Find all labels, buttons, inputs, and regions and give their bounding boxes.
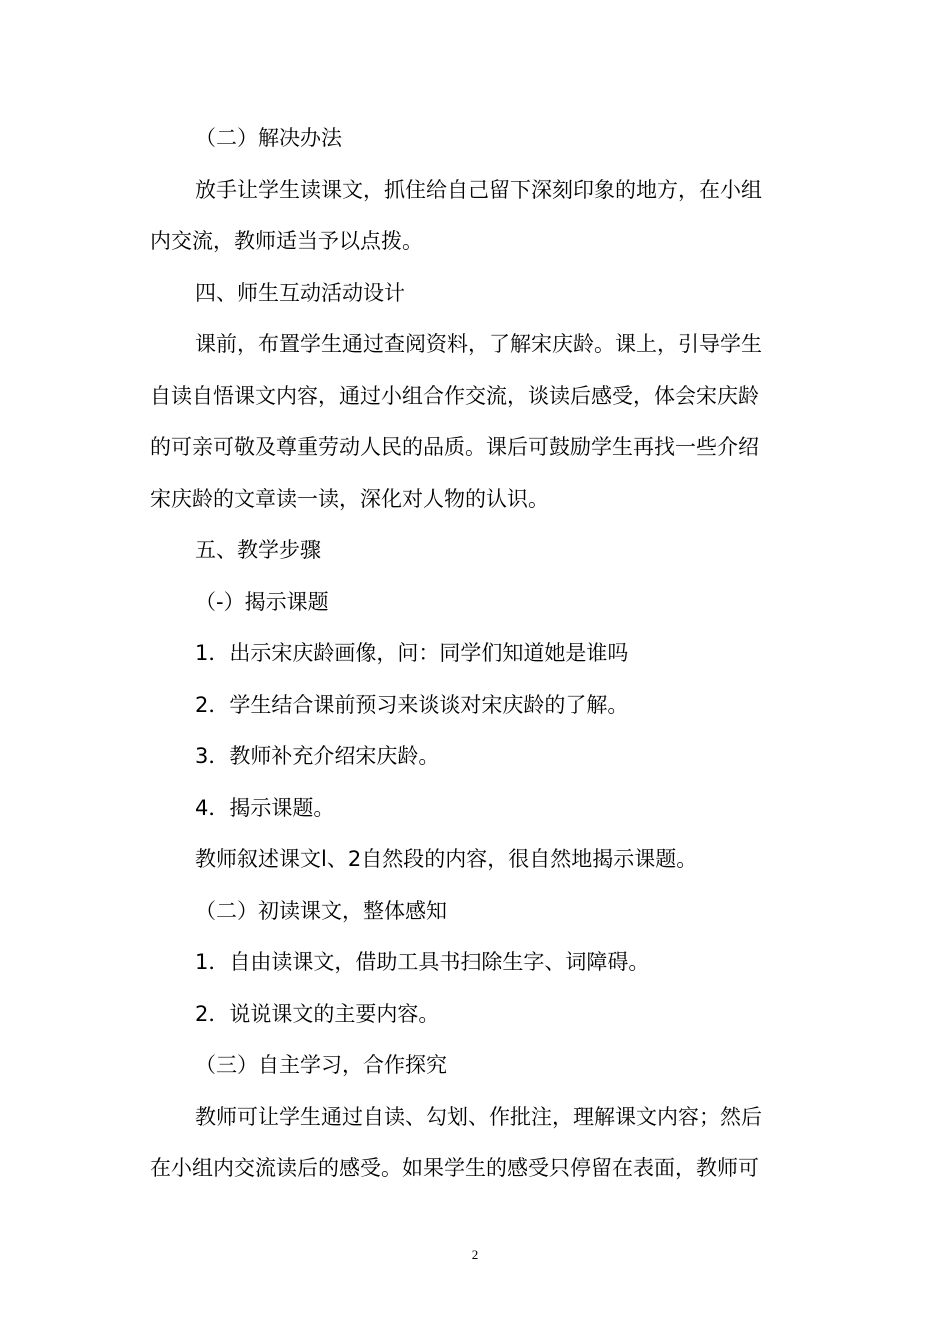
text-line: 课前，布置学生通过查阅资料，了解宋庆龄。课上，引导学生 xyxy=(195,332,762,356)
list-item: 2．学生结合课前预习来谈谈对宋庆龄的了解。 xyxy=(195,692,629,717)
subsection-heading: （三）自主学习，合作探究 xyxy=(195,1053,447,1077)
list-item: 1．自由读课文，借助工具书扫除生字、词障碍。 xyxy=(195,950,650,974)
text-line: 在小组内交流读后的感受。如果学生的感受只停留在表面，教师可 xyxy=(150,1156,759,1180)
text-line: 教师可让学生通过自读、勾划、作批注，理解课文内容；然后 xyxy=(195,1104,762,1129)
subsection-heading: （-）揭示课题 xyxy=(195,589,329,614)
list-item: 4．揭示课题。 xyxy=(195,795,335,820)
list-item: 2．说说课文的主要内容。 xyxy=(195,1001,440,1026)
text-line: 自读自悟课文内容，通过小组合作交流，谈读后感受，体会宋庆龄 xyxy=(150,383,759,408)
text-line: （二）解决办法 xyxy=(195,126,342,150)
section-heading: 四、师生互动活动设计 xyxy=(195,280,405,305)
text-line: 内交流，教师适当予以点拨。 xyxy=(150,229,423,253)
document-body xyxy=(150,113,802,1195)
list-item: 1．出示宋庆龄画像，问：同学们知道她是谁吗 xyxy=(195,641,629,665)
section-heading: 五、教学步骤 xyxy=(195,538,321,562)
text-line: 放手让学生读课文，抓住给自己留下深刻印象的地方，在小组 xyxy=(195,177,762,202)
text-line: 的可亲可敬及尊重劳动人民的品质。课后可鼓励学生再找一些介绍 xyxy=(150,435,759,459)
subsection-heading: （二）初读课文，整体感知 xyxy=(195,898,447,923)
page-number: 2 xyxy=(471,1247,479,1262)
list-item: 3．教师补充介绍宋庆龄。 xyxy=(195,744,440,768)
text-line: 宋庆龄的文章读一读，深化对人物的认识。 xyxy=(150,486,549,511)
text-line: 教师叙述课文l、2自然段的内容，很自然地揭示课题。 xyxy=(195,847,698,871)
